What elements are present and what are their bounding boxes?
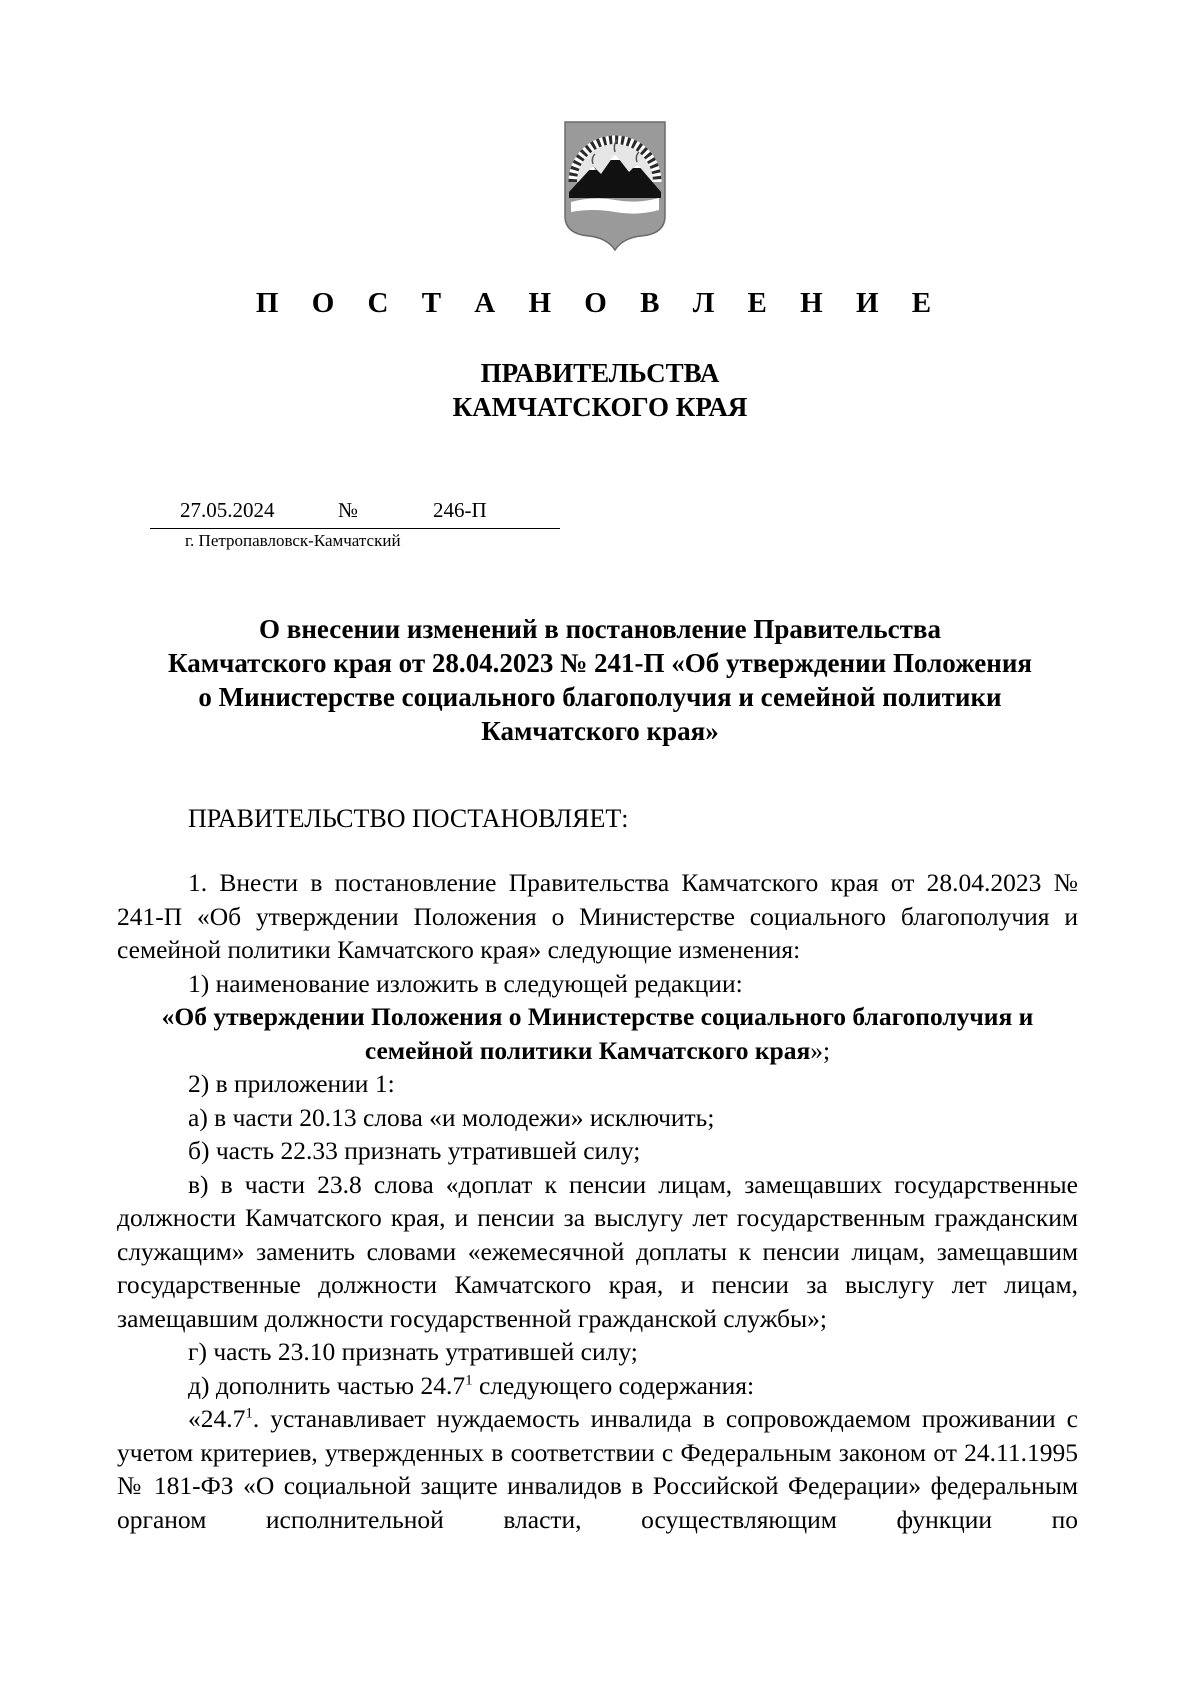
- paragraph-3-bold: Об утверждении Положения о Министерстве социального благополучия и семейной политики Камчатского края: [174, 1002, 1034, 1065]
- registration-line: [150, 496, 560, 529]
- paragraph-9-before: д) дополнить частью 24.7: [188, 1370, 466, 1400]
- kamchatka-coat-of-arms-icon: [563, 120, 667, 252]
- paragraph-3-quote-open: «: [161, 1002, 175, 1031]
- paragraph-3: [117, 1000, 1078, 1067]
- document-type-title: П О С Т А Н О В Л Е Н И Е: [255, 287, 945, 319]
- city-name: г. Петропавловск-Камчатский: [185, 531, 401, 550]
- subject-line-4: Камчатского края»: [481, 716, 719, 746]
- paragraph-9: [117, 1369, 1078, 1403]
- issuer-line-1: ПРАВИТЕЛЬСТВА: [480, 358, 720, 388]
- document-body: [117, 866, 1078, 1536]
- document-number: 246-П: [433, 498, 487, 522]
- paragraph-9-superscript: 1: [465, 1372, 473, 1388]
- number-sign: №: [338, 498, 359, 522]
- issuer-line-2: КАМЧАТСКОГО КРАЯ: [452, 392, 748, 422]
- paragraph-10-before: «24.7: [188, 1404, 246, 1433]
- paragraph-4: 2) в приложении 1:: [188, 1069, 395, 1098]
- document-date: 27.05.2024: [180, 498, 275, 522]
- document-subject: [120, 612, 1080, 748]
- subject-line-3: о Министерстве социального благополучия и семейной политики: [198, 682, 1002, 712]
- decree-formula: ПРАВИТЕЛЬСТВО ПОСТАНОВЛЯЕТ:: [188, 804, 629, 833]
- issuer-name: [0, 356, 1200, 424]
- paragraph-6: б) часть 22.33 признать утратившей силу;: [188, 1136, 641, 1165]
- paragraph-2: 1) наименование изложить в следующей редакции:: [188, 968, 743, 998]
- paragraph-1: 1. Внести в постановление Правительства Камчатского края от 28.04.2023 № 241-П «Об утверждении Положения о Министерстве социального благополучия и семейной политики Камчатского края» следующие изменения:: [117, 868, 1078, 964]
- paragraph-8: г) часть 23.10 признать утратившей силу;: [188, 1337, 638, 1366]
- subject-line-2: Камчатского края от 28.04.2023 № 241-П «Об утверждении Положения: [168, 648, 1032, 678]
- paragraph-10-after: . устанавливает нуждаемость инвалида в сопровождаемом проживании с учетом критериев, утвержденных в соответствии с Федеральным законом от 24.11.1995 № 181-ФЗ «О социальной защите инвалидов в Российской Федерации» федеральным органом исполнительной власти, осуществляющим функции по: [117, 1404, 1078, 1534]
- paragraph-10-superscript: 1: [245, 1405, 253, 1422]
- paragraph-5: а) в части 20.13 слова «и молодежи» исключить;: [188, 1102, 715, 1132]
- paragraph-3-tail: »;: [810, 1035, 831, 1065]
- subject-line-1: О внесении изменений в постановление Правительства: [259, 614, 941, 644]
- paragraph-7: в) в части 23.8 слова «доплат к пенсии лицам, замещавших государственные должности Камчатского края, и пенсии за выслугу лет государственным гражданским служащим» заменить словами «ежемесячной доплаты к пенсии лицам, замещавшим государственные должности Камчатского края, и пенсии за выслугу лет лицам, замещавшим должности государственной гражданской службы»;: [117, 1169, 1078, 1333]
- paragraph-9-after: следующего содержания:: [472, 1370, 755, 1400]
- paragraph-10: [117, 1402, 1078, 1536]
